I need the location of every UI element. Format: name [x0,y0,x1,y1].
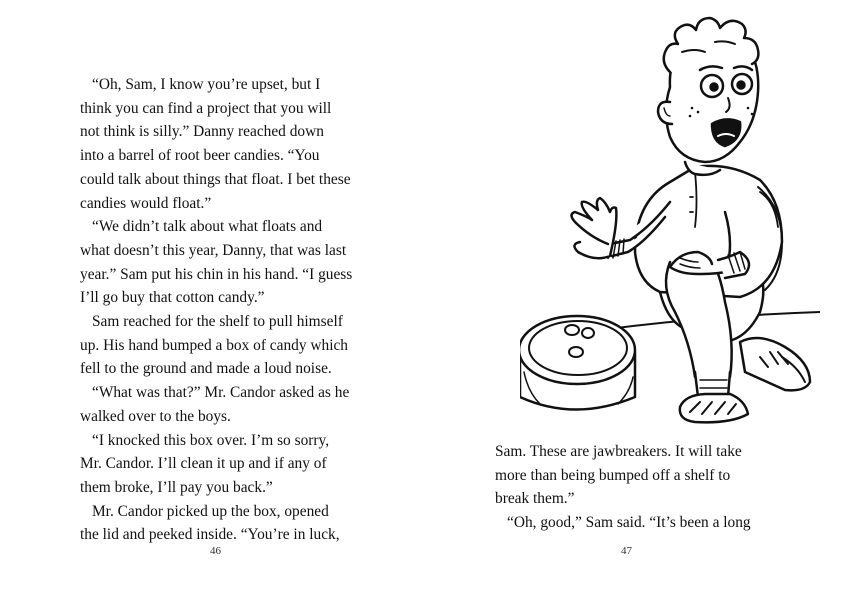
text-line: could talk about things that float. I bet these [80,170,351,188]
text-line: into a barrel of root beer candies. “You [80,147,320,165]
text-line: what doesn’t this year, Danny, that was last [80,241,347,259]
text-line: think you can find a project that you will [80,99,332,117]
text-line: more than being bumped off a shelf to [495,466,731,484]
text-line: Sam. These are jawbreakers. It will take [495,443,742,460]
text-line: not think is silly.” Danny reached down [80,123,324,141]
right-page-text [495,440,751,535]
text-line: “Oh, good,” Sam said. “It’s been a long [507,514,751,532]
page-number-left: 46 [210,545,221,557]
text-line: fell to the ground and made a loud noise. [80,360,332,378]
text-line: Sam reached for the shelf to pull himself [92,313,343,331]
candy-box [520,316,635,410]
text-line: them broke, I’ll pay you back.” [80,478,273,496]
text-line: “We didn’t talk about what floats and [92,218,323,236]
left-page-text [80,73,352,547]
text-line: “I knocked this box over. I’m so sorry, [92,431,330,449]
text-line: I’ll go buy that cotton candy.” [80,289,265,307]
text-line: the lid and peeked inside. “You’re in luck, [80,526,340,544]
boy-kneeling-illustration [520,12,820,432]
text-line: up. His hand bumped a box of candy which [80,336,348,354]
text-line: “Oh, Sam, I know you’re upset, but I [92,76,321,93]
text-line: year.” Sam put his chin in his hand. “I guess [80,265,353,283]
text-line: break them.” [495,490,575,508]
boy-head [658,18,758,162]
text-line: “What was that?” Mr. Candor asked as he [92,384,350,402]
text-line: walked over to the boys. [80,407,231,425]
text-line: Mr. Candor. I’ll clean it up and if any of [80,455,327,473]
text-line: candies would float.” [80,194,212,212]
text-line: Mr. Candor picked up the box, opened [92,502,329,520]
page-number-right: 47 [621,545,632,557]
